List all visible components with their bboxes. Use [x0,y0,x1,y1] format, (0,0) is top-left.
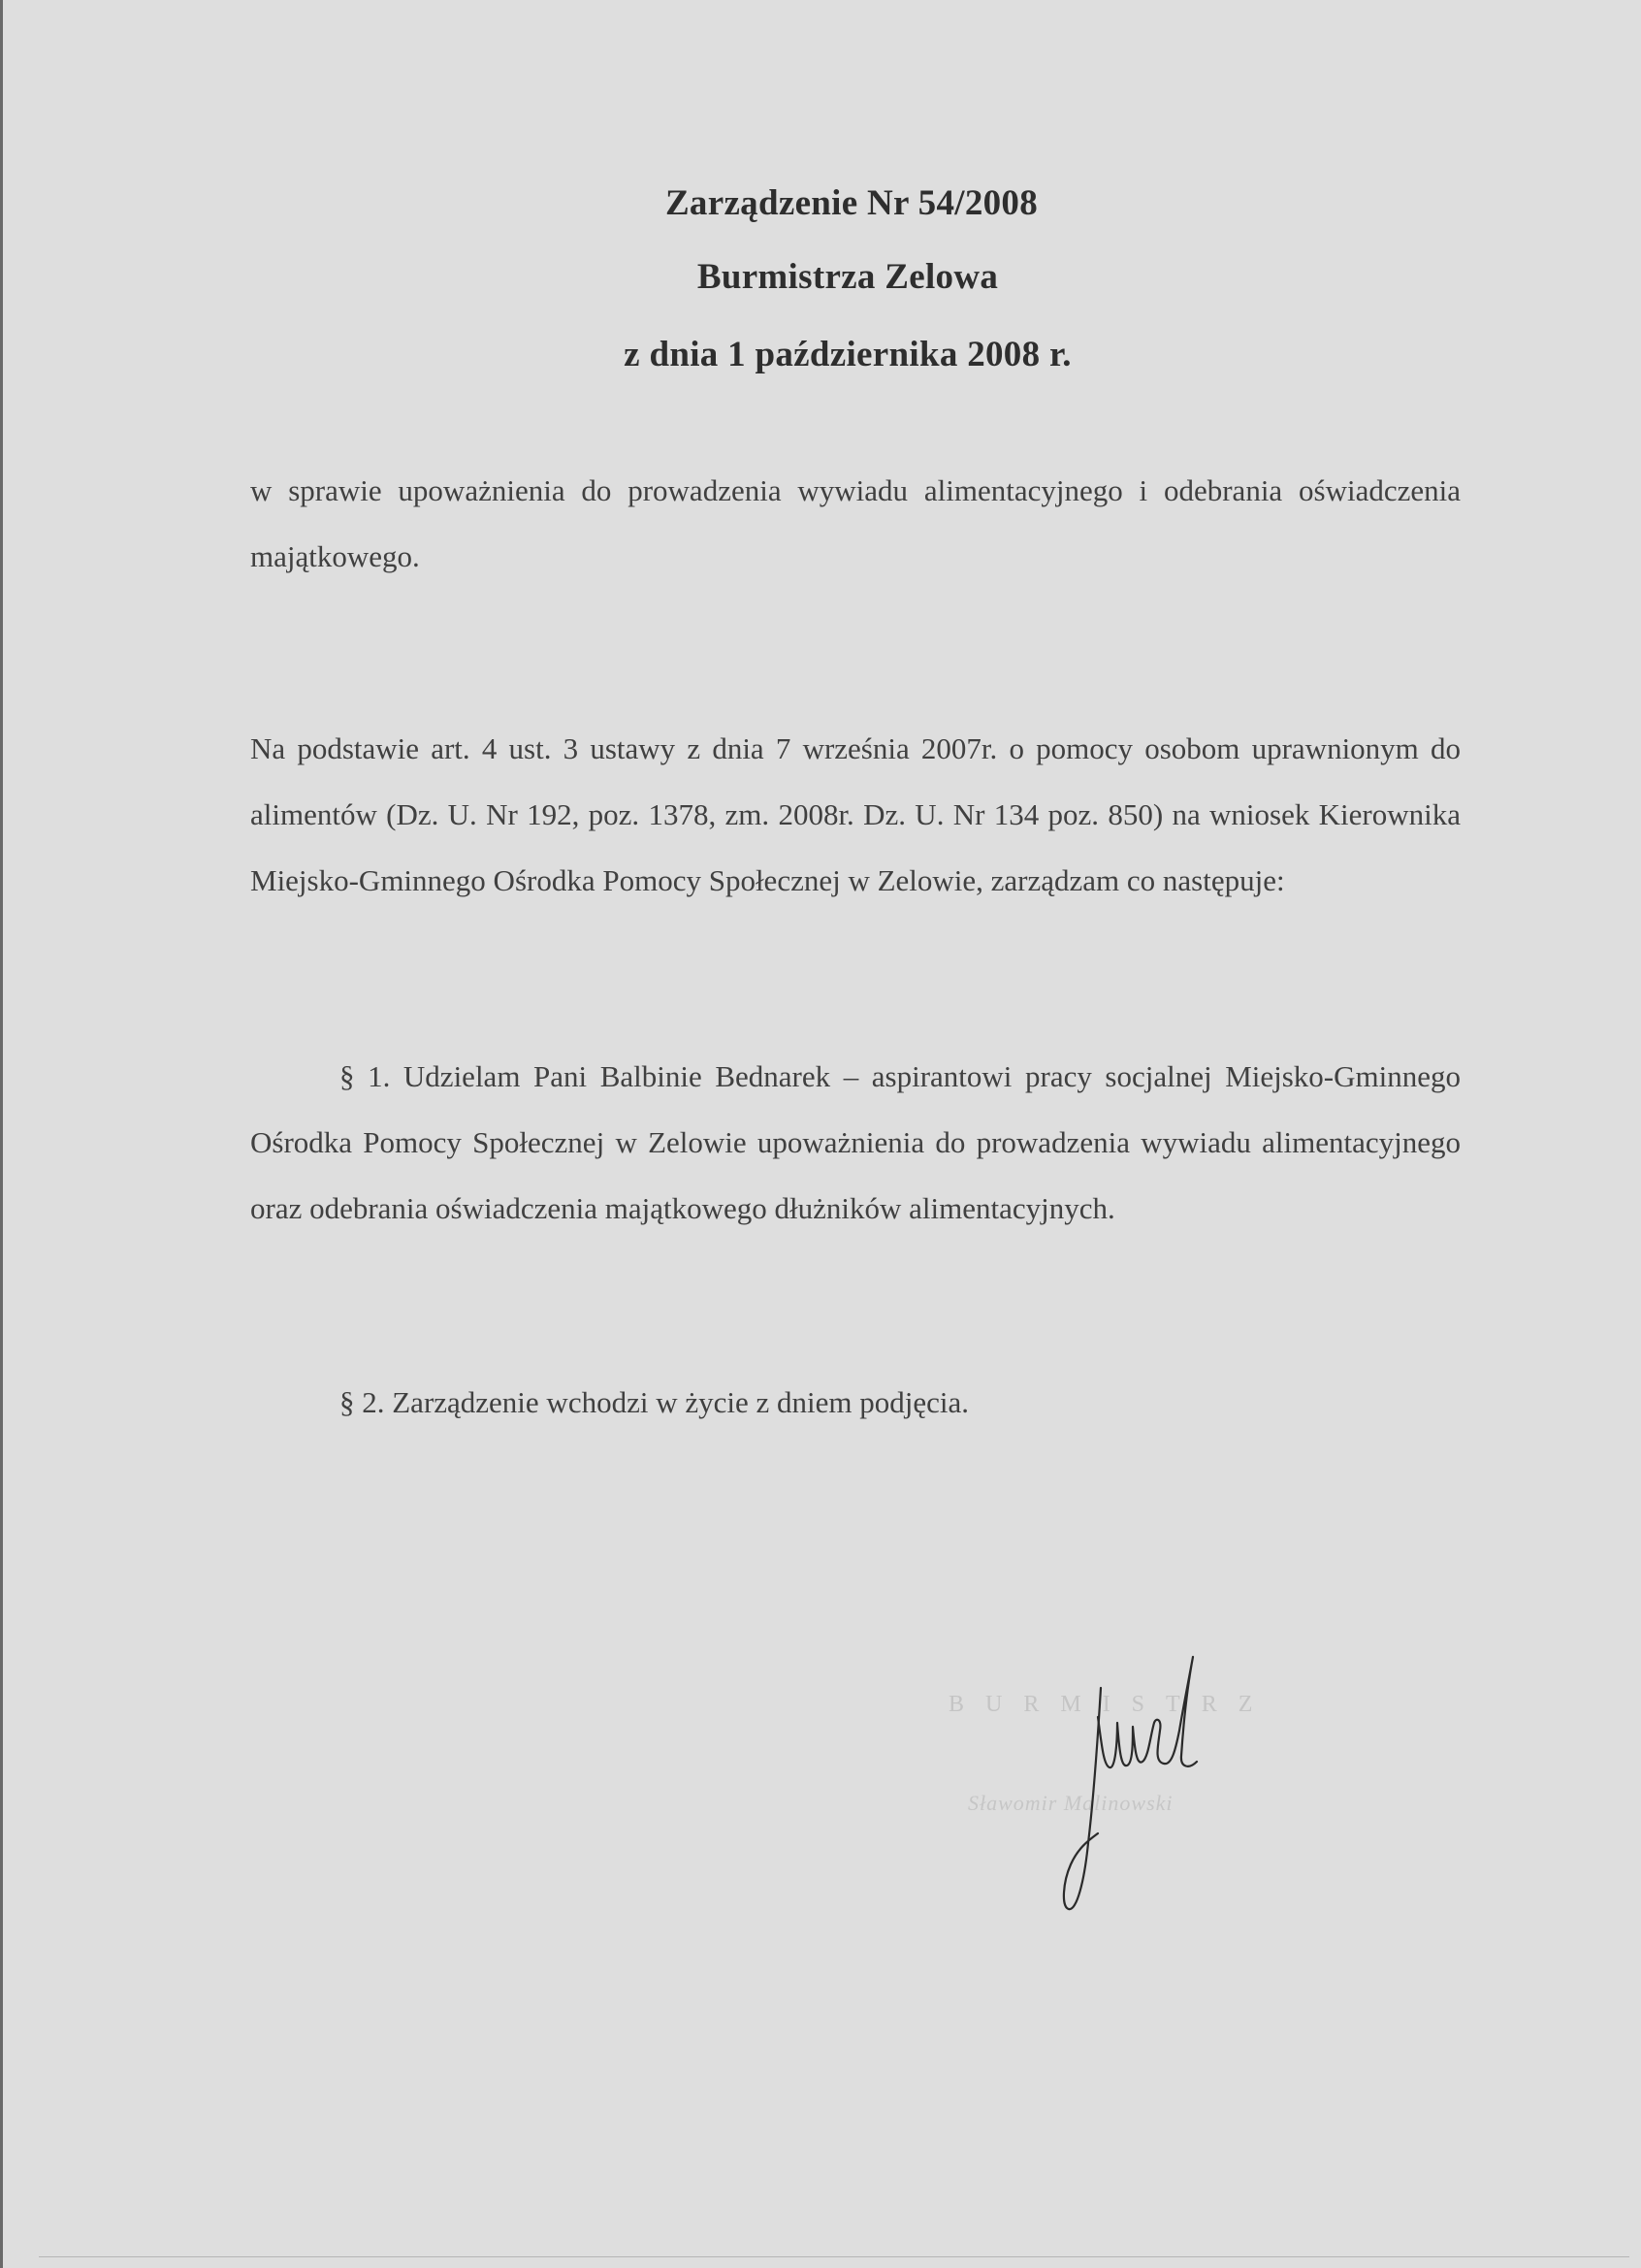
ordinance-date: z dnia 1 października 2008 r. [624,335,1072,374]
legal-basis-paragraph: Na podstawie art. 4 ust. 3 ustawy z dnia 7 września 2007r. o pomocy osobom uprawnionym do alimentów (Dz. U. Nr 192, poz. 1378, zm. 2008r. Dz. U. Nr 134 poz. 850) na wniosek Kierownika Miejsko-Gminnego Ośrodka Pomocy Społecznej w Zelowie, zarządzam co następuje: [250,731,1461,897]
scan-bottom-rule [39,2256,1629,2257]
stamp-title: BURMISTRZ [949,1692,1274,1717]
section-2-paragraph: § 2. Zarządzenie wchodzi w życie z dniem podjęcia. [339,1385,969,1419]
stamp-name: Sławomir Malinowski [968,1791,1174,1815]
scan-left-edge [0,0,3,2268]
issuer: Burmistrza Zelowa [696,257,999,297]
section-1-paragraph: § 1. Udzielam Pani Balbinie Bednarek – aspirantowi pracy socjalnej Miejsko-Gminnego Ośrodka Pomocy Społecznej w Zelowie upoważnienia do prowadzenia wywiadu alimentacyjnego oraz odebrania oświadczenia majątkowego dłużników alimentacyjnych. [250,1059,1461,1225]
handwritten-signature [1009,1649,1232,1930]
subject-paragraph: w sprawie upoważnienia do prowadzenia wywiadu alimentacyjnego i odebrania oświadczenia majątkowego. [250,473,1461,573]
ordinance-number: Zarządzenie Nr 54/2008 [664,183,1039,223]
